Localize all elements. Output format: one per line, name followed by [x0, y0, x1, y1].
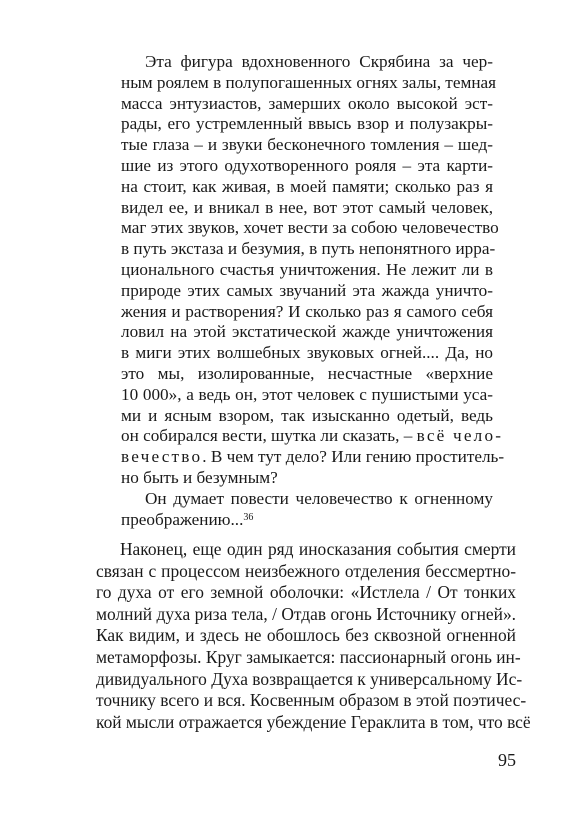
page-number: 95 [498, 750, 516, 770]
text-segment: он собирался вести, шутка ли сказать, – [121, 426, 413, 446]
text-line: тые глаза – и звуки бесконечного томления – шед- [121, 135, 493, 155]
text-line: метаморфозы. Круг замыкается: пассионарный огонь ин- [96, 646, 521, 667]
text-line: го духа от его земной оболочки: «Истлела / От тонких [96, 582, 516, 603]
text-line: Эта фигура вдохновенного Скрябина за чер- [145, 52, 493, 71]
text-line: Как видим, и здесь не обошлось без сквозной огненной [96, 625, 516, 646]
text-line: ловил на этой экстатической жажде уничтожения [121, 322, 493, 342]
text-line: дивидуального Духа возвращается к универсальному Ис- [96, 668, 523, 689]
text-line: в путь экстаза и безумия, в путь непонятного ирра- [121, 239, 496, 259]
text-line: ным роялем в полупогашенных огнях залы, темная [121, 72, 497, 92]
footnote-reference[interactable]: 36 [243, 511, 254, 523]
text-line: на стоит, как живая, в моей памяти; сколько раз я [121, 176, 493, 196]
text-line: точнику всего и вся. Косвенным образом в этой поэтичес- [96, 690, 527, 711]
text-line [121, 426, 504, 447]
text-line: жения и растворения? И сколько раз я самого себя [121, 301, 493, 321]
text-line: 10 000», а ведь он, этот человек с пушистыми уса- [121, 384, 493, 404]
text-line [121, 447, 505, 468]
quotation-block [121, 52, 505, 530]
spaced-emphasis: всё чело- [416, 426, 504, 446]
text-line: молний духа риза тела, / Отдав огонь Источнику огней». [96, 603, 516, 624]
text-line: видел ее, и вникал в нее, вот этот самый человек, [121, 197, 493, 217]
text-line: это мы, изолированные, несчастные «верхние [121, 363, 493, 383]
text-segment: преображению... [121, 509, 244, 529]
text-line: Наконец, еще один ряд иносказания события смерти [120, 539, 516, 559]
text-line: но быть и безумным? [121, 467, 278, 487]
text-line: рады, его устремленный ввысь взор и полузакры- [121, 114, 493, 134]
text-line: маг этих звуков, хочет вести за собою человечество [121, 218, 499, 238]
text-line: Он думает повести человечество к огненному [145, 488, 493, 508]
text-line: ционального счастья уничтожения. Не лежит ли в [121, 259, 493, 279]
text-line: ми и ясным взором, так изысканно одетый, ведь [121, 405, 493, 425]
text-line: кой мысли отражается убеждение Гераклита в том, что всё [96, 711, 531, 732]
body-paragraph [96, 539, 531, 733]
text-line: шие из этого одухотворенного рояля – эта карти- [121, 155, 493, 175]
text-line: масса энтузиастов, замерших около высокой эст- [121, 93, 493, 113]
text-segment: . В чем тут дело? Или гению проститель- [202, 447, 505, 467]
text-line: природе этих самых звучаний эта жажда уничто- [121, 280, 493, 300]
text-line [121, 510, 493, 531]
spaced-emphasis: вечество [121, 447, 203, 467]
text-line: в миги этих волшебных звуковых огней.... Да, но [121, 343, 493, 363]
text-line: связан с процессом неизбежного отделения бессмертно- [96, 560, 516, 581]
